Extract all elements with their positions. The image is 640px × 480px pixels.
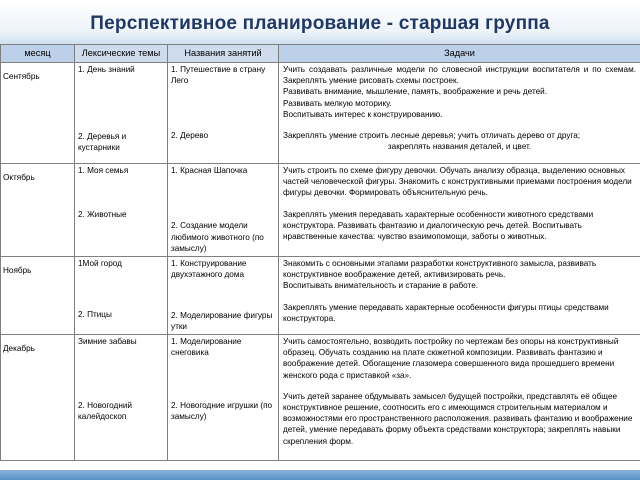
- month-label: Октябрь: [3, 173, 35, 182]
- themes-cell: [75, 63, 168, 164]
- month-cell: [1, 335, 75, 461]
- table-row: [1, 164, 640, 257]
- page-title: Перспективное планирование - старшая группа: [0, 0, 640, 44]
- table-row: [1, 335, 640, 461]
- lessons-cell: [168, 164, 279, 257]
- themes-cell: [75, 164, 168, 257]
- lesson-item: 1. Путешествие в страну Лего: [171, 65, 266, 86]
- task-text: Учить детей заранее обдумывать замысел будущей постройки, представлять её общее конструктивное решение, соотносить его с имеющимся строительным материалом и возможностями его пространственного расположения. развивать фантазию и воображение детей, умение передавать форму объекта средствами конструктора; закреплять навыки скрепления форм.: [283, 391, 633, 446]
- month-cell: [1, 63, 75, 164]
- lesson-item: 1. Красная Шапочка: [171, 166, 248, 175]
- month-label: Ноябрь: [3, 266, 32, 275]
- lesson-item: 2. Моделирование фигуры утки: [171, 310, 273, 331]
- themes-cell: [75, 335, 168, 461]
- month-cell: [1, 164, 75, 257]
- task-text: закреплять названия деталей, и цвет.: [387, 142, 532, 152]
- theme-item: Зимние забавы: [78, 337, 137, 346]
- task-text: Закреплять умение передавать характерные особенности фигуры птицы средствами конструктора.: [283, 302, 609, 323]
- table-row: [1, 63, 640, 164]
- lesson-item: 2. Создание модели любимого животного (по замыслу): [171, 221, 264, 253]
- task-text: Развивать внимание, мышление, память, воображение и речь детей.: [283, 87, 548, 97]
- task-text: Знакомить с основными этапами разработки конструктивного замысла, развивать конструктивное воображение детей, активизировать речь.: [283, 259, 597, 280]
- task-text: Воспитывать внимательность и старание в работе.: [283, 281, 479, 291]
- tasks-cell: [279, 257, 640, 335]
- planning-table: [0, 44, 640, 461]
- month-label: Декабрь: [3, 344, 35, 353]
- theme-item: 2. Новогодний калейдоскоп: [78, 400, 133, 421]
- themes-cell: [75, 257, 168, 335]
- task-text: Закреплять умение строить лесные деревья; учить отличать дерево от друга;: [283, 131, 581, 141]
- table-header-row: [1, 45, 640, 63]
- theme-item: 2. Животные: [78, 209, 127, 219]
- theme-item: 2. Деревья и кустарники: [78, 131, 127, 152]
- tasks-cell: [279, 335, 640, 461]
- header-tasks: Задачи: [279, 45, 640, 63]
- task-text: Развивать мелкую моторику.: [283, 98, 392, 108]
- task-text: Воспитывать интерес к конструированию.: [283, 109, 443, 119]
- theme-item: 1Мой город: [78, 259, 122, 268]
- theme-item: 1. День знаний: [78, 65, 135, 74]
- lesson-item: 1. Конструирование двухэтажного дома: [171, 259, 247, 280]
- table-row: [1, 257, 640, 335]
- tasks-cell: [279, 164, 640, 257]
- task-text: Учить строить по схеме фигуру девочки. Обучать анализу образца, выделению основных частей человеческой фигуры. Знакомить с конструктивными приемами построения модели фигуры девочки. Формировать объяснительную речь.: [283, 166, 632, 198]
- lesson-item: 2. Дерево: [171, 130, 209, 140]
- header-lessons: Названия занятий: [168, 45, 279, 63]
- lesson-item: 2. Новогодние игрушки (по замыслу): [171, 400, 273, 421]
- header-month: месяц: [1, 45, 75, 63]
- theme-item: 1. Моя семья: [78, 166, 129, 175]
- task-text: Учить создавать различные модели по словесной инструкции воспитателя и по схемам. Закреплять умение рисовать схемы построек.: [283, 65, 636, 86]
- tasks-cell: [279, 63, 640, 164]
- lessons-cell: [168, 63, 279, 164]
- lessons-cell: [168, 335, 279, 461]
- month-cell: [1, 257, 75, 335]
- bottom-decor-bar: [0, 470, 640, 480]
- header-themes: Лексические темы: [75, 45, 168, 63]
- month-label: Сентябрь: [3, 72, 40, 81]
- theme-item: 2. Птицы: [78, 309, 112, 319]
- task-text: Закреплять умения передавать характерные особенности животного средствами конструктора. Развивать фантазию и диалогическую речь детей. Воспитывать нравственные качества: чувство взаимопомощи, заботы о животных.: [283, 209, 594, 242]
- lesson-item: 1. Моделирование снеговика: [171, 337, 242, 358]
- lessons-cell: [168, 257, 279, 335]
- task-text: Учить самостоятельно, возводить постройку по чертежам без опоры на конструктивный образец. Обучать созданию на плате сюжетной композиции. Развивать фантазию и воображение детей. Обогащение глазомера совершенного вида прошедшего времени женского рода с приставкой «за».: [283, 337, 619, 380]
